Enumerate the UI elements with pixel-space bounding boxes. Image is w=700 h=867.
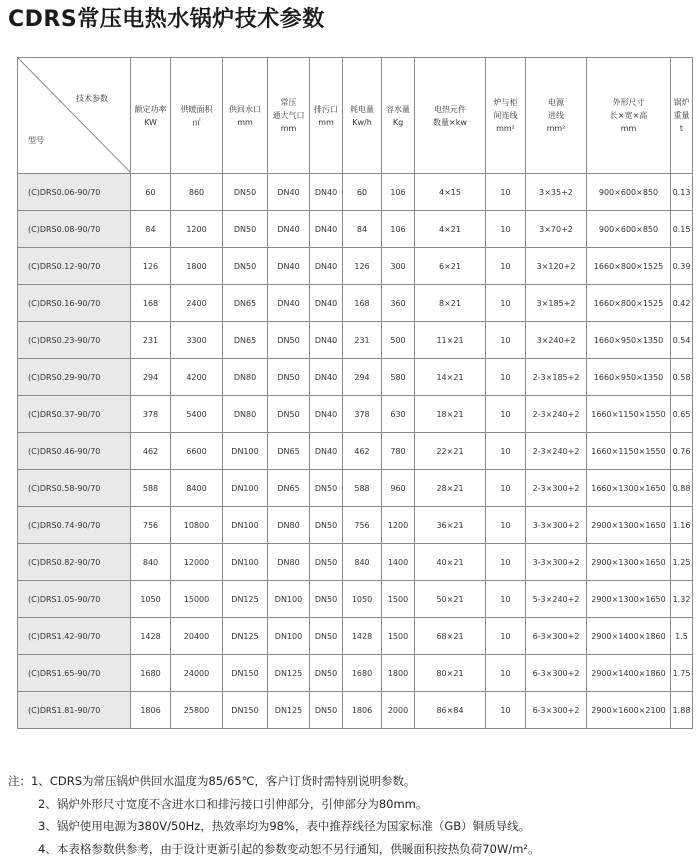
column-header-text: 间连线 <box>493 111 518 120</box>
table-cell: DN80 <box>223 396 268 433</box>
table-cell: 1800 <box>382 655 415 692</box>
table-cell: 2000 <box>382 692 415 729</box>
model-cell: (C)DRS1.05-90/70 <box>18 581 131 618</box>
table-cell: 0.58 <box>671 359 693 396</box>
model-cell: (C)DRS1.81-90/70 <box>18 692 131 729</box>
table-row <box>18 470 693 507</box>
table-cell: 1806 <box>343 692 382 729</box>
table-cell: DN65 <box>268 470 310 507</box>
table-cell: 126 <box>343 248 382 285</box>
table-cell: DN125 <box>223 618 268 655</box>
table-cell: DN100 <box>223 507 268 544</box>
table-cell: 8400 <box>171 470 223 507</box>
table-cell: 11×21 <box>415 322 486 359</box>
table-cell: 4×21 <box>415 211 486 248</box>
table-cell: 780 <box>382 433 415 470</box>
column-header-text: mm <box>237 117 253 127</box>
note-line: 4、本表格参数供参考，由于设计更新引起的参数变动恕不另行通知，供暖面积按热负荷70W/m²。 <box>38 841 540 856</box>
table-cell: 0.76 <box>671 433 693 470</box>
table-cell: 10 <box>486 211 526 248</box>
model-cell: (C)DRS1.65-90/70 <box>18 655 131 692</box>
column-header-text: mm² <box>546 124 566 133</box>
table-cell: DN100 <box>268 581 310 618</box>
table-cell: 1.25 <box>671 544 693 581</box>
table-cell: 1680 <box>131 655 171 692</box>
notes <box>8 770 540 860</box>
column-header-text: 重量 <box>673 111 690 120</box>
table-cell: DN50 <box>310 692 343 729</box>
table-cell: DN150 <box>223 692 268 729</box>
table-cell: 1660×950×1350 <box>587 359 671 396</box>
table-cell: 10 <box>486 507 526 544</box>
table-cell: 106 <box>382 174 415 211</box>
table-cell: 2900×1400×1860 <box>587 618 671 655</box>
table-cell: DN40 <box>268 211 310 248</box>
table-cell: 12000 <box>171 544 223 581</box>
table-cell: 10 <box>486 322 526 359</box>
model-cell: (C)DRS0.12-90/70 <box>18 248 131 285</box>
table-cell: DN65 <box>268 433 310 470</box>
column-header-text: 数量×kw <box>433 117 467 127</box>
column-header-text: 炉与柜 <box>493 98 518 107</box>
table-cell: DN80 <box>268 507 310 544</box>
table-cell: 25800 <box>171 692 223 729</box>
table-cell: 588 <box>131 470 171 507</box>
table-cell: DN100 <box>223 433 268 470</box>
model-cell: (C)DRS0.08-90/70 <box>18 211 131 248</box>
table-cell: 231 <box>343 322 382 359</box>
table-cell: 3300 <box>171 322 223 359</box>
table-cell: DN80 <box>268 544 310 581</box>
table-cell: 28×21 <box>415 470 486 507</box>
page-title: CDRS常压电热水锅炉技术参数 <box>8 7 325 32</box>
table-cell: 3×70+2 <box>526 211 587 248</box>
column-header-text: 供暖面积 <box>180 104 213 114</box>
table-cell: 1660×1300×1650 <box>587 470 671 507</box>
table-cell: 6-3×300+2 <box>526 618 587 655</box>
table-cell: 231 <box>131 322 171 359</box>
table-cell: DN50 <box>310 655 343 692</box>
table-cell: 756 <box>343 507 382 544</box>
table-cell: 2900×1400×1860 <box>587 655 671 692</box>
model-cell: (C)DRS1.42-90/70 <box>18 618 131 655</box>
table-cell: 580 <box>382 359 415 396</box>
table-cell: 1.32 <box>671 581 693 618</box>
table-cell: DN150 <box>223 655 268 692</box>
table-cell: 1660×800×1525 <box>587 248 671 285</box>
table-cell: 1050 <box>343 581 382 618</box>
table-cell: 10 <box>486 248 526 285</box>
column-header-text: mm <box>280 124 297 133</box>
column-header-text: ㎡ <box>192 117 201 127</box>
table-cell: 86×84 <box>415 692 486 729</box>
table-row <box>18 248 693 285</box>
table-cell: 2-3×240+2 <box>526 433 587 470</box>
table-cell: 0.65 <box>671 396 693 433</box>
table-cell: 630 <box>382 396 415 433</box>
table-cell: 84 <box>131 211 171 248</box>
column-header-text: 电源 <box>548 98 564 107</box>
table-cell: DN125 <box>268 655 310 692</box>
table-cell: 40×21 <box>415 544 486 581</box>
table-cell: 1428 <box>343 618 382 655</box>
table-cell: DN40 <box>310 285 343 322</box>
table-cell: DN50 <box>223 211 268 248</box>
table-cell: 3×185+2 <box>526 285 587 322</box>
column-header-text: mm <box>318 117 334 127</box>
table-cell: 1.5 <box>671 618 693 655</box>
note-line: 注：1、CDRS为常压锅炉供回水温度为85/65℃，客户订货时需特别说明参数。 <box>8 774 416 788</box>
table-row <box>18 211 693 248</box>
table-cell: 1806 <box>131 692 171 729</box>
column-header <box>343 58 382 174</box>
table-cell: DN50 <box>310 544 343 581</box>
table-row <box>18 322 693 359</box>
model-cell: (C)DRS0.06-90/70 <box>18 174 131 211</box>
header-row <box>18 58 693 174</box>
column-header <box>171 58 223 174</box>
table-body <box>18 174 693 729</box>
table-cell: DN50 <box>223 248 268 285</box>
table-cell: 10 <box>486 692 526 729</box>
table-cell: 80×21 <box>415 655 486 692</box>
column-header-text: 排污口 <box>314 104 338 114</box>
table-cell: 10 <box>486 544 526 581</box>
table-cell: DN100 <box>223 544 268 581</box>
table-cell: 0.42 <box>671 285 693 322</box>
table-cell: 0.13 <box>671 174 693 211</box>
table-cell: 1050 <box>131 581 171 618</box>
table-cell: 840 <box>343 544 382 581</box>
table-cell: 588 <box>343 470 382 507</box>
table-row <box>18 618 693 655</box>
table-cell: 2400 <box>171 285 223 322</box>
table-cell: 0.15 <box>671 211 693 248</box>
table-cell: 6600 <box>171 433 223 470</box>
corner-header-cell <box>18 58 131 174</box>
table-cell: DN50 <box>310 470 343 507</box>
table-cell: 10 <box>486 396 526 433</box>
model-cell: (C)DRS0.16-90/70 <box>18 285 131 322</box>
table-cell: 1200 <box>382 507 415 544</box>
column-header-text: KW <box>144 117 157 127</box>
table-cell: 36×21 <box>415 507 486 544</box>
column-header <box>268 58 310 174</box>
table-cell: 1.16 <box>671 507 693 544</box>
note-line: 2、锅炉外形尺寸宽度不含进水口和排污接口引伸部分，引伸部分为80mm。 <box>38 796 428 811</box>
column-header-text: t <box>679 124 684 133</box>
table-cell: 1200 <box>171 211 223 248</box>
table-cell: 2900×1600×2100 <box>587 692 671 729</box>
column-header <box>486 58 526 174</box>
model-cell: (C)DRS0.29-90/70 <box>18 359 131 396</box>
column-header <box>223 58 268 174</box>
table-cell: 168 <box>343 285 382 322</box>
table-cell: DN40 <box>310 396 343 433</box>
table-row <box>18 655 693 692</box>
column-header-text: Kg <box>392 117 404 127</box>
diagonal-divider <box>18 58 131 173</box>
table-cell: 1428 <box>131 618 171 655</box>
table-row <box>18 285 693 322</box>
column-header-text: 外形尺寸 <box>612 98 645 107</box>
table-cell: DN40 <box>310 322 343 359</box>
table-cell: 300 <box>382 248 415 285</box>
table-cell: DN50 <box>310 507 343 544</box>
table-cell: 462 <box>131 433 171 470</box>
model-cell: (C)DRS0.58-90/70 <box>18 470 131 507</box>
model-cell: (C)DRS0.46-90/70 <box>18 433 131 470</box>
table-cell: DN50 <box>268 322 310 359</box>
table-row <box>18 507 693 544</box>
table-cell: 18×21 <box>415 396 486 433</box>
column-header-text: 供回水口 <box>229 104 261 114</box>
spec-table <box>17 57 693 729</box>
table-cell: 50×21 <box>415 581 486 618</box>
table-cell: DN125 <box>268 692 310 729</box>
table-cell: 168 <box>131 285 171 322</box>
table-cell: 10 <box>486 285 526 322</box>
column-header-text: mm² <box>496 124 515 133</box>
table-cell: 860 <box>171 174 223 211</box>
table-cell: 22×21 <box>415 433 486 470</box>
table-cell: DN80 <box>223 359 268 396</box>
column-header <box>131 58 171 174</box>
table-row <box>18 396 693 433</box>
table-cell: 60 <box>131 174 171 211</box>
table-cell: 10 <box>486 174 526 211</box>
table-row <box>18 174 693 211</box>
table-cell: DN40 <box>268 174 310 211</box>
table-cell: DN40 <box>268 285 310 322</box>
note-line: 3、锅炉使用电源为380V/50Hz，热效率均为98%，表中推荐线径为国家标准（GB）铜质导线。 <box>38 819 531 833</box>
table-cell: 840 <box>131 544 171 581</box>
table-cell: 2900×1300×1650 <box>587 544 671 581</box>
column-header-text: 耗电量 <box>350 104 374 114</box>
table-cell: 0.39 <box>671 248 693 285</box>
table-cell: 3-3×300+2 <box>526 507 587 544</box>
column-header-text: 常压 <box>280 98 297 107</box>
table-cell: 6-3×300+2 <box>526 655 587 692</box>
table-cell: 1500 <box>382 618 415 655</box>
table-cell: 1660×1150×1550 <box>587 433 671 470</box>
table-cell: DN50 <box>268 359 310 396</box>
table-cell: 2900×1300×1650 <box>587 507 671 544</box>
table-row <box>18 581 693 618</box>
table-cell: 106 <box>382 211 415 248</box>
table-cell: DN50 <box>310 618 343 655</box>
column-header-text: 进线 <box>548 111 564 120</box>
table-cell: 2-3×300+2 <box>526 470 587 507</box>
column-header-text: mm <box>620 124 637 133</box>
table-cell: 1660×950×1350 <box>587 322 671 359</box>
table-cell: 1660×1150×1550 <box>587 396 671 433</box>
table-cell: 756 <box>131 507 171 544</box>
table-cell: 360 <box>382 285 415 322</box>
table-cell: 5400 <box>171 396 223 433</box>
table-cell: 10 <box>486 359 526 396</box>
table-cell: DN65 <box>223 322 268 359</box>
table-cell: 3-3×300+2 <box>526 544 587 581</box>
table-cell: 462 <box>343 433 382 470</box>
table-cell: 0.54 <box>671 322 693 359</box>
table-cell: 2-3×185+2 <box>526 359 587 396</box>
table-cell: 2-3×240+2 <box>526 396 587 433</box>
table-cell: 126 <box>131 248 171 285</box>
table-cell: DN40 <box>310 359 343 396</box>
corner-top-label: 技术参数 <box>76 94 108 103</box>
table-row <box>18 544 693 581</box>
column-header-text: 电热元件 <box>434 104 466 114</box>
table-cell: 1.75 <box>671 655 693 692</box>
table-cell: DN40 <box>268 248 310 285</box>
column-header-text: Kw/h <box>352 117 372 127</box>
table-cell: 6×21 <box>415 248 486 285</box>
table-cell: DN125 <box>223 581 268 618</box>
table-cell: DN40 <box>310 248 343 285</box>
table-cell: 1660×800×1525 <box>587 285 671 322</box>
table-cell: 10 <box>486 433 526 470</box>
table-cell: 24000 <box>171 655 223 692</box>
table-row <box>18 433 693 470</box>
column-header <box>382 58 415 174</box>
table-cell: 2900×1300×1650 <box>587 581 671 618</box>
table-cell: 294 <box>131 359 171 396</box>
table-cell: 1500 <box>382 581 415 618</box>
model-cell: (C)DRS0.74-90/70 <box>18 507 131 544</box>
table-cell: DN40 <box>310 174 343 211</box>
table-cell: 5-3×240+2 <box>526 581 587 618</box>
column-header-text: 额定功率 <box>134 104 167 114</box>
table-cell: 378 <box>343 396 382 433</box>
table-cell: 0.88 <box>671 470 693 507</box>
column-header <box>671 58 693 174</box>
table-cell: 1.88 <box>671 692 693 729</box>
table-cell: 68×21 <box>415 618 486 655</box>
model-cell: (C)DRS0.23-90/70 <box>18 322 131 359</box>
table-cell: DN100 <box>223 470 268 507</box>
column-header-text: 锅炉 <box>673 98 690 107</box>
table-cell: 10 <box>486 581 526 618</box>
column-header <box>587 58 671 174</box>
table-cell: 900×600×850 <box>587 211 671 248</box>
table-cell: 378 <box>131 396 171 433</box>
table-cell: DN40 <box>310 211 343 248</box>
table-cell: 500 <box>382 322 415 359</box>
table-cell: 20400 <box>171 618 223 655</box>
table-cell: 60 <box>343 174 382 211</box>
table-cell: 4×15 <box>415 174 486 211</box>
table-cell: 15000 <box>171 581 223 618</box>
table-cell: DN50 <box>223 174 268 211</box>
table-cell: DN50 <box>310 581 343 618</box>
table-cell: 10800 <box>171 507 223 544</box>
table-cell: 3×120+2 <box>526 248 587 285</box>
table-row <box>18 359 693 396</box>
table-cell: 84 <box>343 211 382 248</box>
table-cell: 8×21 <box>415 285 486 322</box>
column-header-text: 长×宽×高 <box>609 111 648 120</box>
column-header-text: 容水量 <box>386 104 410 114</box>
table-cell: DN100 <box>268 618 310 655</box>
table-cell: 14×21 <box>415 359 486 396</box>
table-cell: 900×600×850 <box>587 174 671 211</box>
column-header <box>415 58 486 174</box>
table-cell: 10 <box>486 470 526 507</box>
table-cell: 1680 <box>343 655 382 692</box>
table-cell: 4200 <box>171 359 223 396</box>
table-cell: 294 <box>343 359 382 396</box>
table-row <box>18 692 693 729</box>
table-cell: 6-3×300+2 <box>526 692 587 729</box>
table-cell: 1800 <box>171 248 223 285</box>
table-cell: 10 <box>486 618 526 655</box>
table-cell: DN50 <box>268 396 310 433</box>
corner-bottom-label: 型号 <box>28 136 44 145</box>
column-header <box>526 58 587 174</box>
table-cell: DN40 <box>310 433 343 470</box>
table-cell: DN65 <box>223 285 268 322</box>
column-header <box>310 58 343 174</box>
table-cell: 3×240+2 <box>526 322 587 359</box>
model-cell: (C)DRS0.82-90/70 <box>18 544 131 581</box>
table-cell: 10 <box>486 655 526 692</box>
model-cell: (C)DRS0.37-90/70 <box>18 396 131 433</box>
table-cell: 1400 <box>382 544 415 581</box>
table-cell: 3×35+2 <box>526 174 587 211</box>
table-cell: 960 <box>382 470 415 507</box>
column-header-text: 通大气口 <box>272 111 305 120</box>
